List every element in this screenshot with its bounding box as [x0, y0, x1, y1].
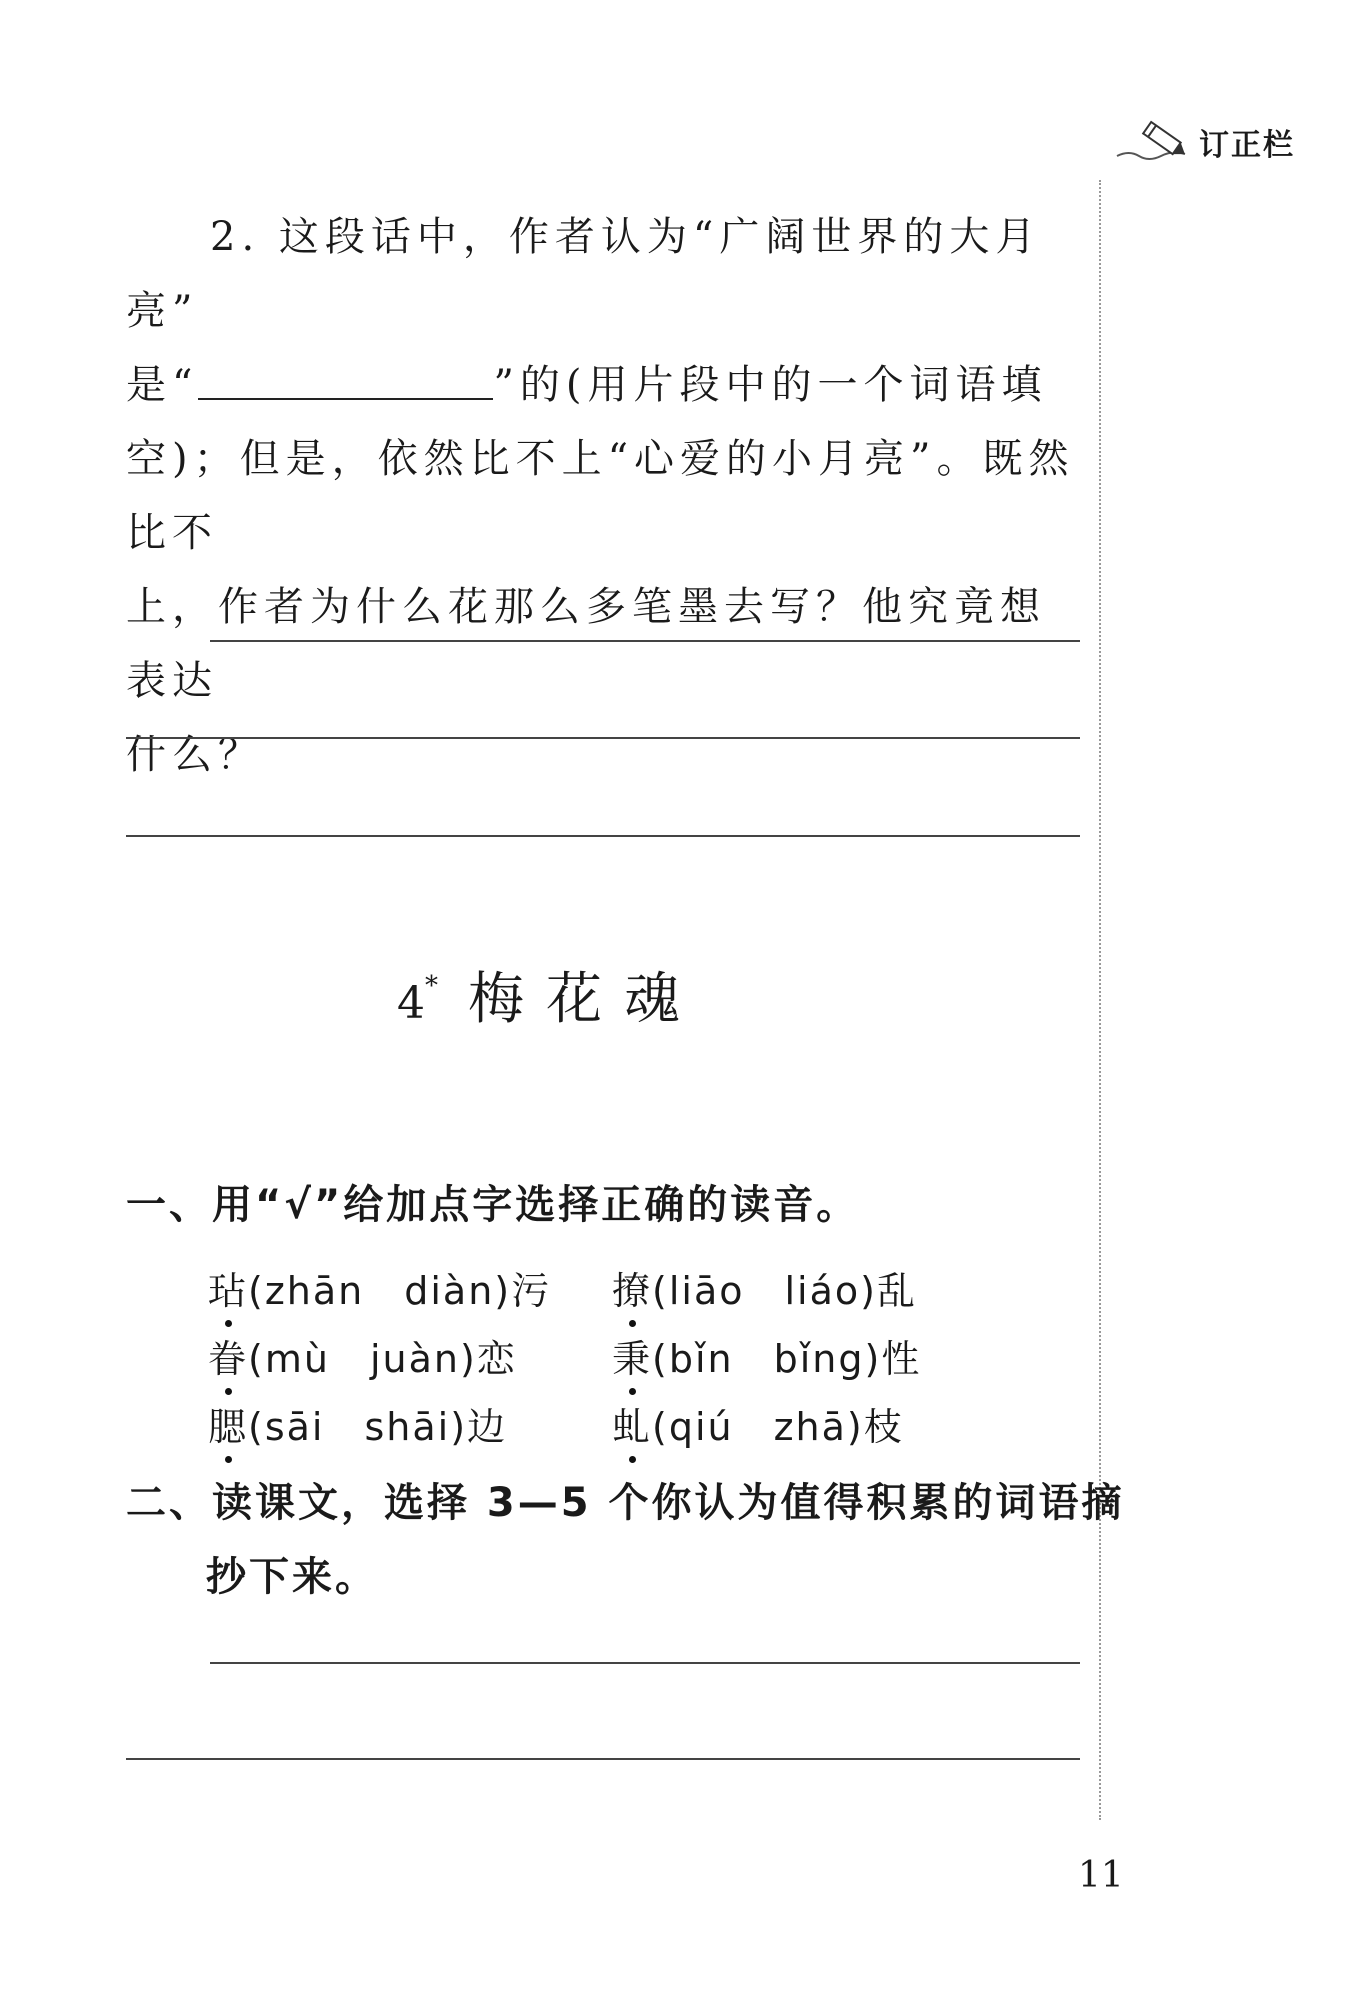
fill-in-blank[interactable]	[198, 364, 493, 400]
answer-line[interactable]	[126, 835, 1080, 837]
lesson-name: 梅花魂	[468, 967, 702, 1032]
answer-line[interactable]	[126, 737, 1080, 739]
lesson-star: *	[425, 971, 438, 1001]
question-2-line-2b: ”的(用片段中的一个词语填	[493, 362, 1048, 408]
question-2-line-3: 空)；但是，依然比不上“心爱的小月亮”。既然比不	[126, 436, 1075, 556]
pinyin-item: 眷(mù juàn)恋	[208, 1337, 517, 1381]
pinyin-item: 腮(sāi shāi)边	[208, 1405, 508, 1449]
question-2	[126, 200, 1086, 792]
question-2-line-2a: 是“	[126, 362, 199, 408]
page-number: 11	[1078, 1855, 1124, 1896]
section-2-heading: 二、读课文，选择 3—5 个你认为值得积累的词语摘 抄下来。	[126, 1480, 1125, 1600]
pinyin-item: 秉(bǐn bǐng)性	[612, 1337, 922, 1381]
correction-column-header	[1115, 120, 1295, 164]
question-2-line-4: 上，作者为什么花那么多笔墨去写？他究竟想表达	[126, 584, 1046, 704]
question-2-line-1: 2. 这段话中，作者认为“广阔世界的大月亮”	[126, 214, 1042, 334]
pinyin-item: 玷(zhān diàn)污	[208, 1269, 552, 1313]
pinyin-item: 撩(liāo liáo)乱	[612, 1269, 917, 1313]
correction-label: 订正栏	[1199, 128, 1295, 163]
lesson-number: 4	[397, 978, 425, 1029]
answer-line[interactable]	[210, 1662, 1080, 1664]
pencil-icon	[1115, 120, 1195, 164]
answer-line[interactable]	[210, 640, 1080, 642]
answer-line[interactable]	[126, 1758, 1080, 1760]
lesson-title	[0, 955, 1099, 1035]
pinyin-item: 虬(qiú zhā)枝	[612, 1405, 904, 1449]
question-2-line-5: 什么？	[126, 732, 264, 778]
section-1-heading: 一、用“√”给加点字选择正确的读音。	[126, 1182, 860, 1228]
